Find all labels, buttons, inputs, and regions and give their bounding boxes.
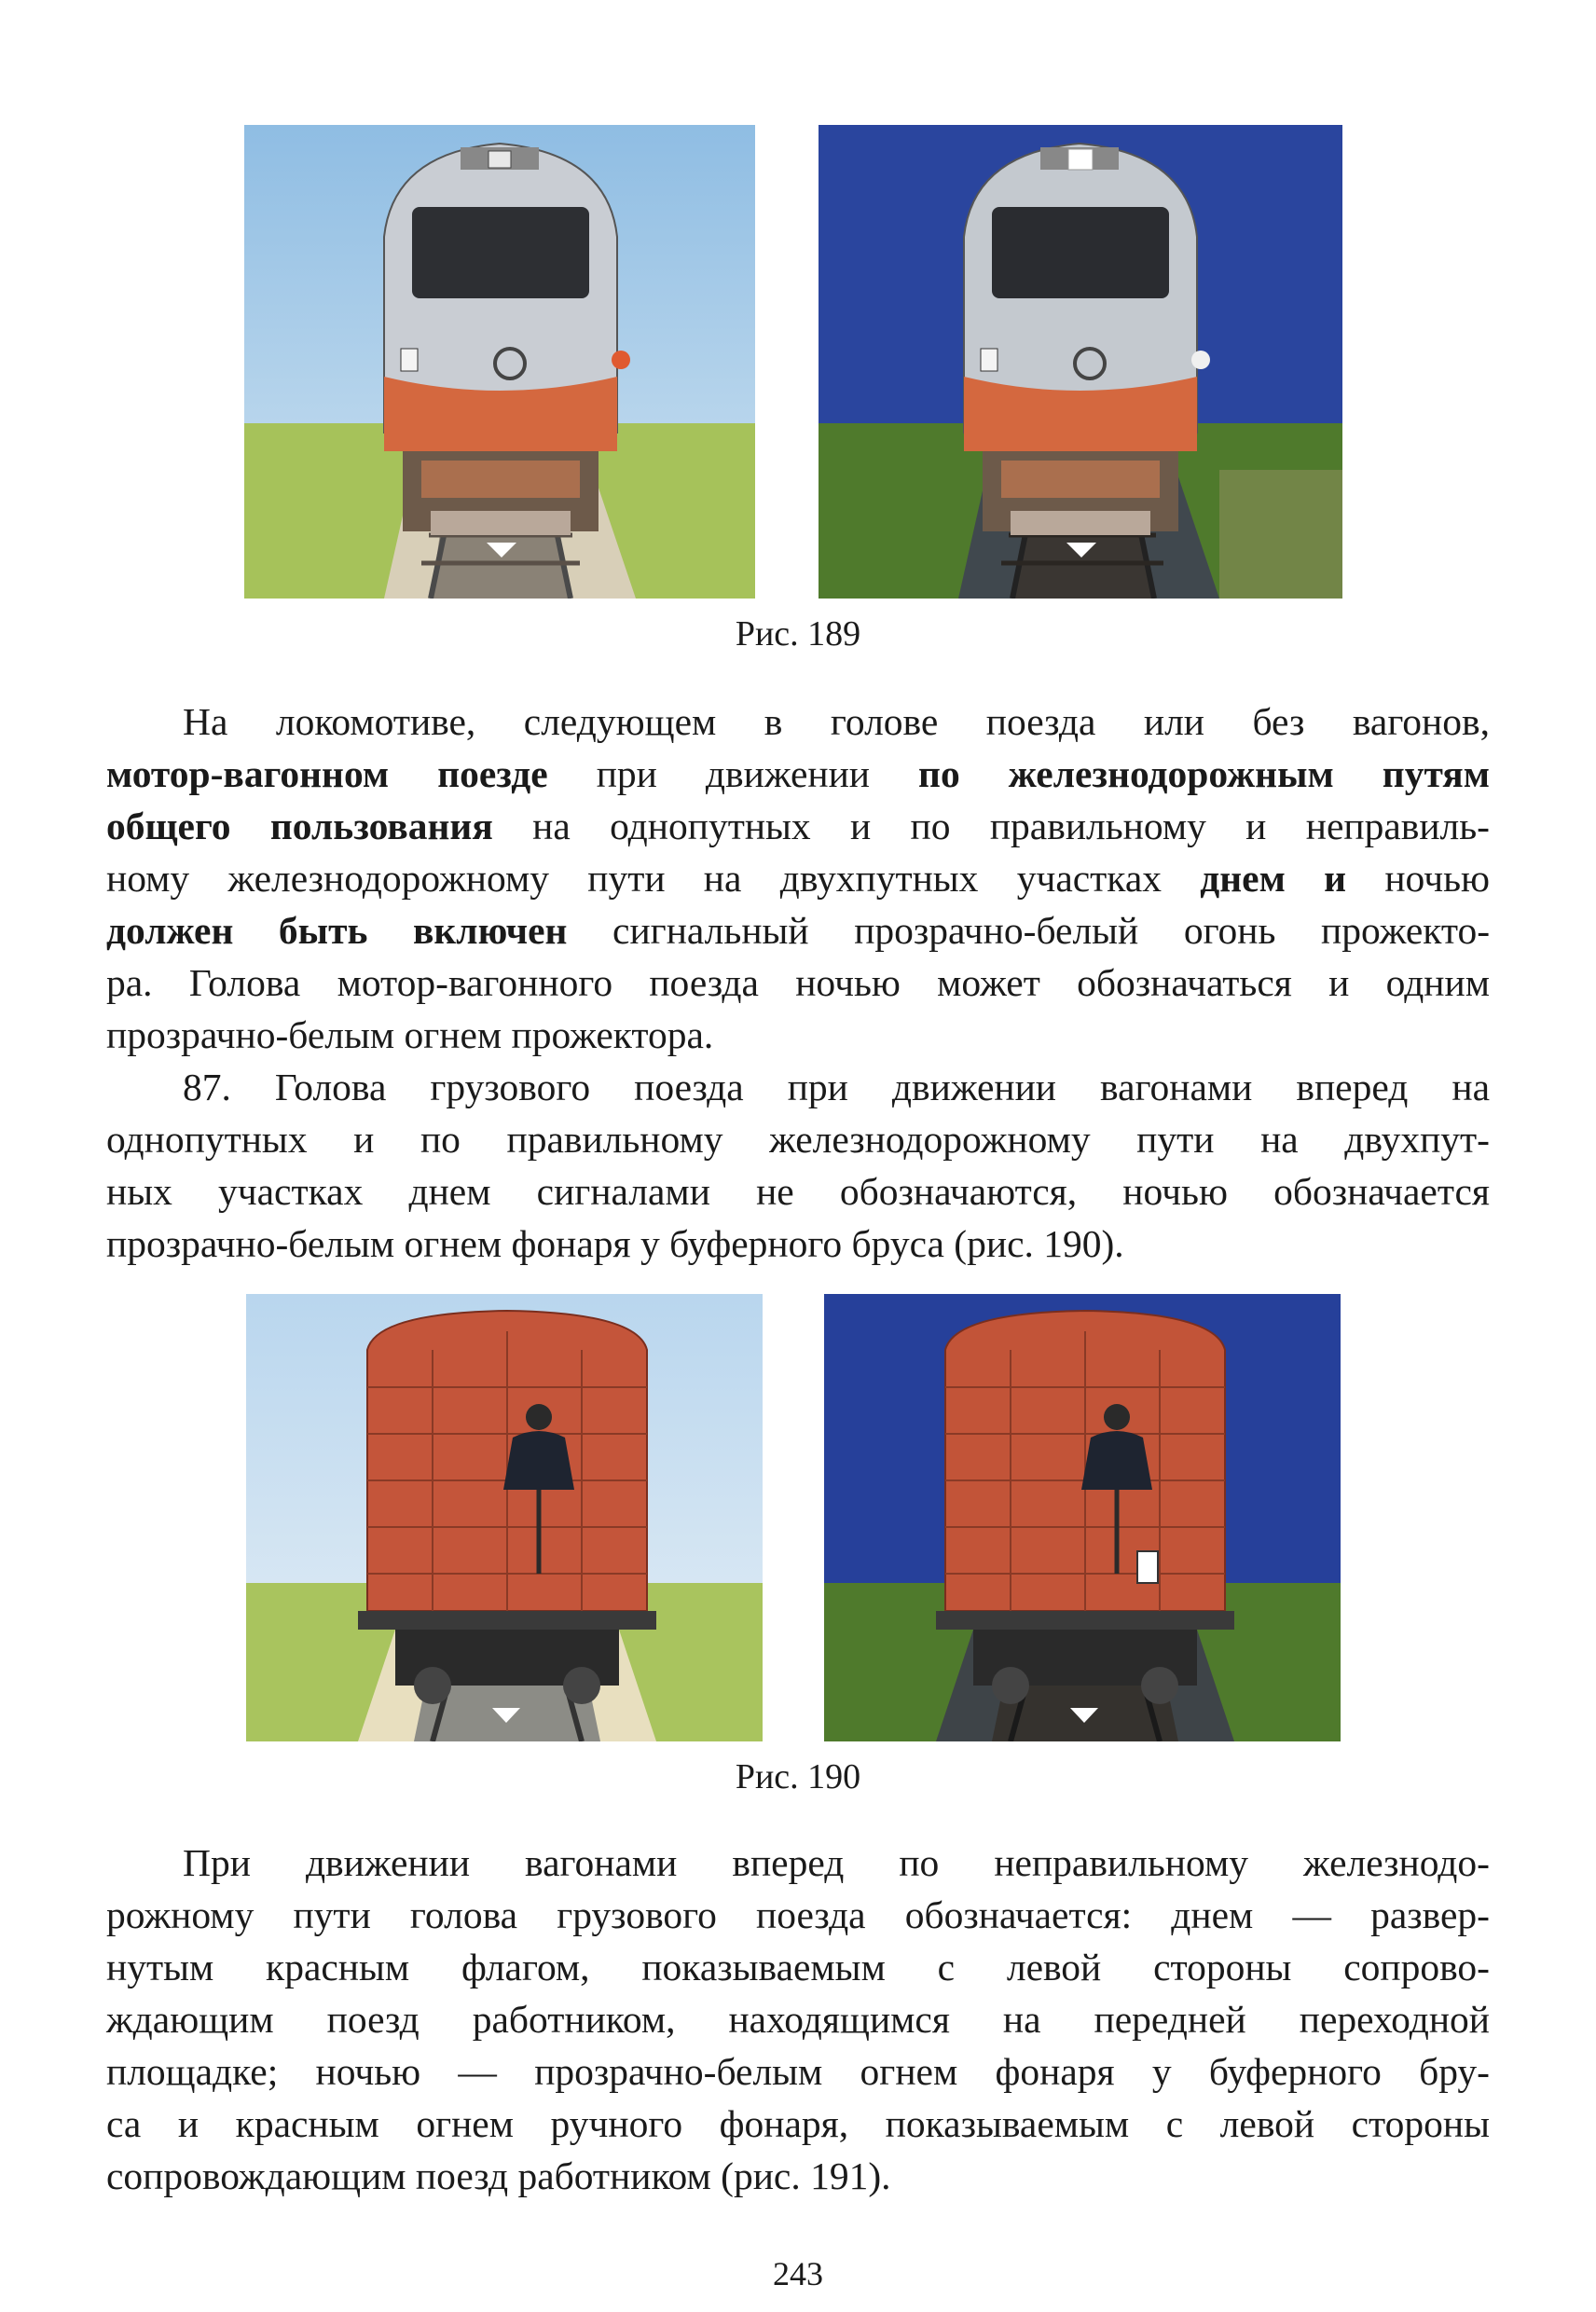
figure-189-day-locomotive [244, 125, 755, 599]
text-line: са и красным огнем ручного фонаря, показываемым с левой стороны [106, 2102, 1490, 2145]
figure-189-caption: Рис. 189 [735, 614, 861, 654]
text-line: ных участках днем сигналами не обозначаются, ночью обозначается [106, 1170, 1490, 1213]
figure-190-night-wagon [824, 1294, 1341, 1741]
text-line: При движении вагонами вперед по неправильному железнодо- [183, 1841, 1490, 1884]
text-line: ждающим поезд работником, находящимся на передней переходной [106, 1998, 1490, 2041]
text-line: ному железнодорожному пути на двухпутных участках днем и ночью [106, 857, 1490, 900]
paragraph-locomotive-signals [106, 695, 1490, 1061]
figure-190-day-wagon [246, 1294, 763, 1741]
text-line: однопутных и по правильному железнодорожному пути на двухпут- [106, 1118, 1490, 1161]
text-line: площадке; ночью — прозрачно-белым огнем фонаря у буферного бру- [106, 2050, 1490, 2093]
text-line: прозрачно-белым огнем фонаря у буферного бруса (рис. 190). [106, 1222, 1124, 1265]
text-line: сопровождающим поезд работником (рис. 191). [106, 2154, 891, 2197]
text-line: прозрачно-белым огнем прожектора. [106, 1013, 714, 1056]
text-line: общего пользования на однопутных и по правильному и неправиль- [106, 805, 1490, 847]
page-number: 243 [773, 2255, 823, 2292]
text-line: ра. Голова мотор-вагонного поезда ночью может обозначаться и одним [106, 961, 1490, 1004]
text-line: нутым красным флагом, показываемым с левой стороны сопрово- [106, 1946, 1490, 1989]
text-line: На локомотиве, следующем в голове поезда или без вагонов, [183, 700, 1490, 743]
text-line: мотор-вагонном поезде при движении по железнодорожным путям [106, 752, 1491, 795]
paragraph-wrong-track [106, 1837, 1490, 2202]
figure-189-night-locomotive [819, 125, 1342, 599]
text-line: 87. Голова грузового поезда при движении вагонами вперед на [183, 1066, 1490, 1108]
figure-190-caption: Рис. 190 [735, 1757, 861, 1796]
text-line: должен быть включен сигнальный прозрачно-белый огонь прожекто- [106, 909, 1491, 952]
text-line: рожному пути голова грузового поезда обозначается: днем — развер- [106, 1893, 1490, 1936]
paragraph-87-freight-train [106, 1061, 1490, 1270]
